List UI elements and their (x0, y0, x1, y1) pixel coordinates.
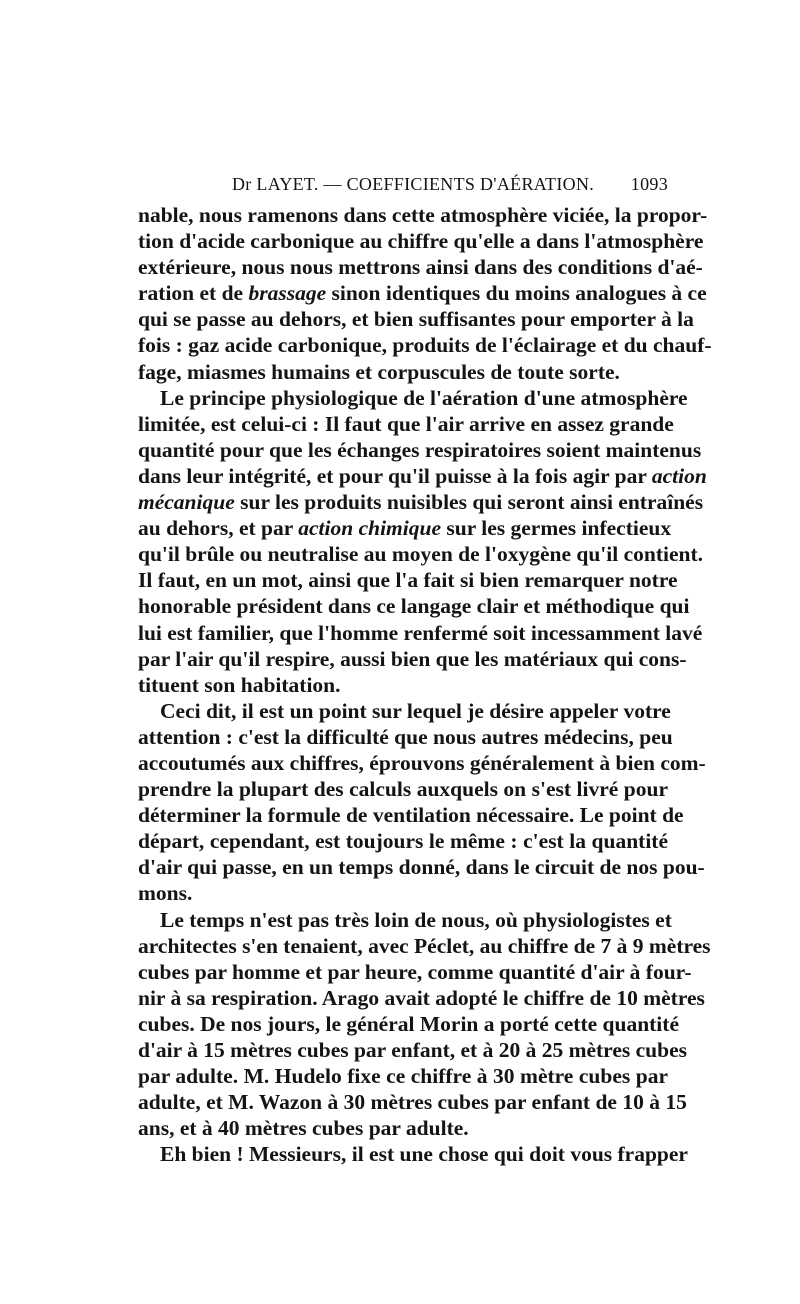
text-line (138, 463, 707, 489)
text-segment: ration et de (138, 281, 249, 306)
text-line (138, 228, 704, 254)
text-segment: quantité pour que les échanges respiratoires soient maintenus (138, 437, 702, 462)
text-line (138, 385, 688, 411)
text-line (138, 515, 672, 541)
page-number: 1093 (630, 174, 668, 194)
text-segment: départ, cependant, est toujours le même : c'est la quantité (138, 829, 668, 854)
text-line (138, 672, 668, 698)
text-line (138, 959, 692, 985)
text-line (138, 280, 707, 306)
text-segment: extérieure, nous nous mettrons ainsi dans des conditions d'aé- (138, 255, 703, 280)
text-line (138, 567, 678, 593)
text-segment: adulte, et M. Wazon à 30 mètres cubes par enfant de 10 à 15 (138, 1090, 687, 1115)
text-line (138, 593, 690, 619)
text-segment: Le principe physiologique de l'aération d'une atmosphère (160, 385, 688, 410)
text-line (138, 985, 705, 1011)
text-segment: cubes par homme et par heure, comme quantité d'air à four- (138, 959, 692, 984)
italic-phrase: mécanique (138, 490, 235, 515)
body-text (138, 202, 712, 1167)
text-segment: Ceci dit, il est un point sur lequel je désire appeler votre (160, 698, 671, 723)
text-line (138, 202, 708, 228)
text-segment: qui se passe au dehors, et bien suffisantes pour emporter à la (138, 307, 694, 332)
text-segment: qu'il brûle ou neutralise au moyen de l'oxygène qu'il contient. (138, 542, 704, 567)
running-head (232, 174, 668, 200)
text-line (138, 828, 668, 854)
text-line (138, 359, 668, 385)
text-segment: nable, nous ramenons dans cette atmosphère viciée, la propor- (138, 203, 708, 227)
text-segment: tituent son habitation. (138, 672, 341, 697)
text-segment: déterminer la formule de ventilation nécessaire. Le point de (138, 803, 684, 828)
text-line (138, 1141, 688, 1167)
text-line (138, 332, 712, 358)
text-segment: mons. (138, 881, 193, 906)
text-line (138, 933, 711, 959)
text-segment: honorable président dans ce langage clair et méthodique qui (138, 594, 690, 619)
text-line (138, 646, 687, 672)
text-segment: par l'air qu'il respire, aussi bien que les matériaux qui cons- (138, 646, 687, 671)
text-segment: fois : gaz acide carbonique, produits de l'éclairage et du chauf- (138, 333, 712, 358)
text-segment: Le temps n'est pas très loin de nous, où physiologistes et (160, 907, 672, 932)
text-line (138, 1089, 687, 1115)
text-segment: au dehors, et par (138, 516, 299, 541)
text-line (138, 776, 668, 802)
text-segment: tion d'acide carbonique au chiffre qu'elle a dans l'atmosphère (138, 229, 704, 254)
text-segment: nir à sa respiration. Arago avait adopté le chiffre de 10 mètres (138, 985, 705, 1010)
text-segment: sur les produits nuisibles qui seront ainsi entraînés (234, 490, 704, 515)
italic-phrase: action chimique (298, 516, 442, 541)
text-line (138, 306, 694, 332)
text-segment: accoutumés aux chiffres, éprouvons généralement à bien com- (138, 750, 706, 775)
text-line (138, 1011, 679, 1037)
text-line (138, 802, 684, 828)
text-segment: d'air qui passe, en un temps donné, dans le circuit de nos pou- (138, 855, 705, 880)
text-line (138, 698, 671, 724)
text-segment: architectes s'en tenaient, avec Péclet, au chiffre de 7 à 9 mètres (138, 933, 711, 958)
italic-phrase: brassage (248, 281, 327, 306)
text-segment: Eh bien ! Messieurs, il est une chose qui doit vous frapper (160, 1142, 688, 1167)
text-line (138, 1037, 687, 1063)
text-line (138, 437, 702, 463)
text-line (138, 880, 668, 906)
text-segment: ans, et à 40 mètres cubes par adulte. (138, 1116, 469, 1141)
text-line (138, 1063, 668, 1089)
text-line (138, 854, 705, 880)
text-line (138, 724, 673, 750)
text-line (138, 907, 672, 933)
text-line (138, 1115, 668, 1141)
text-segment: prendre la plupart des calculs auxquels on s'est livré pour (138, 777, 668, 802)
text-segment: fage, miasmes humains et corpuscules de toute sorte. (138, 359, 620, 384)
italic-phrase: action (651, 463, 707, 488)
text-line (138, 750, 706, 776)
text-segment: attention : c'est la difficulté que nous autres médecins, peu (138, 724, 673, 749)
text-segment: lui est familier, que l'homme renfermé soit incessamment lavé (138, 620, 703, 645)
text-segment: cubes. De nos jours, le général Morin a porté cette quantité (138, 1011, 679, 1036)
text-segment: d'air à 15 mètres cubes par enfant, et à 20 à 25 mètres cubes (138, 1038, 687, 1062)
text-line (138, 620, 703, 646)
running-head-title: Dr LAYET. — COEFFICIENTS D'AÉRATION. (232, 174, 595, 194)
text-segment: dans leur intégrité, et pour qu'il puisse à la fois agir par (138, 463, 652, 488)
text-line (138, 541, 704, 567)
text-segment: Il faut, en un mot, ainsi que l'a fait si bien remarquer notre (138, 568, 678, 593)
text-line (138, 411, 674, 437)
text-line (138, 254, 703, 280)
text-segment: par adulte. M. Hudelo fixe ce chiffre à 30 mètre cubes par (138, 1064, 668, 1089)
text-line (138, 489, 704, 515)
text-segment: limitée, est celui-ci : Il faut que l'air arrive en assez grande (138, 411, 674, 436)
text-segment: sinon identiques du moins analogues à ce (326, 281, 707, 306)
text-segment: sur les germes infectieux (441, 516, 672, 541)
